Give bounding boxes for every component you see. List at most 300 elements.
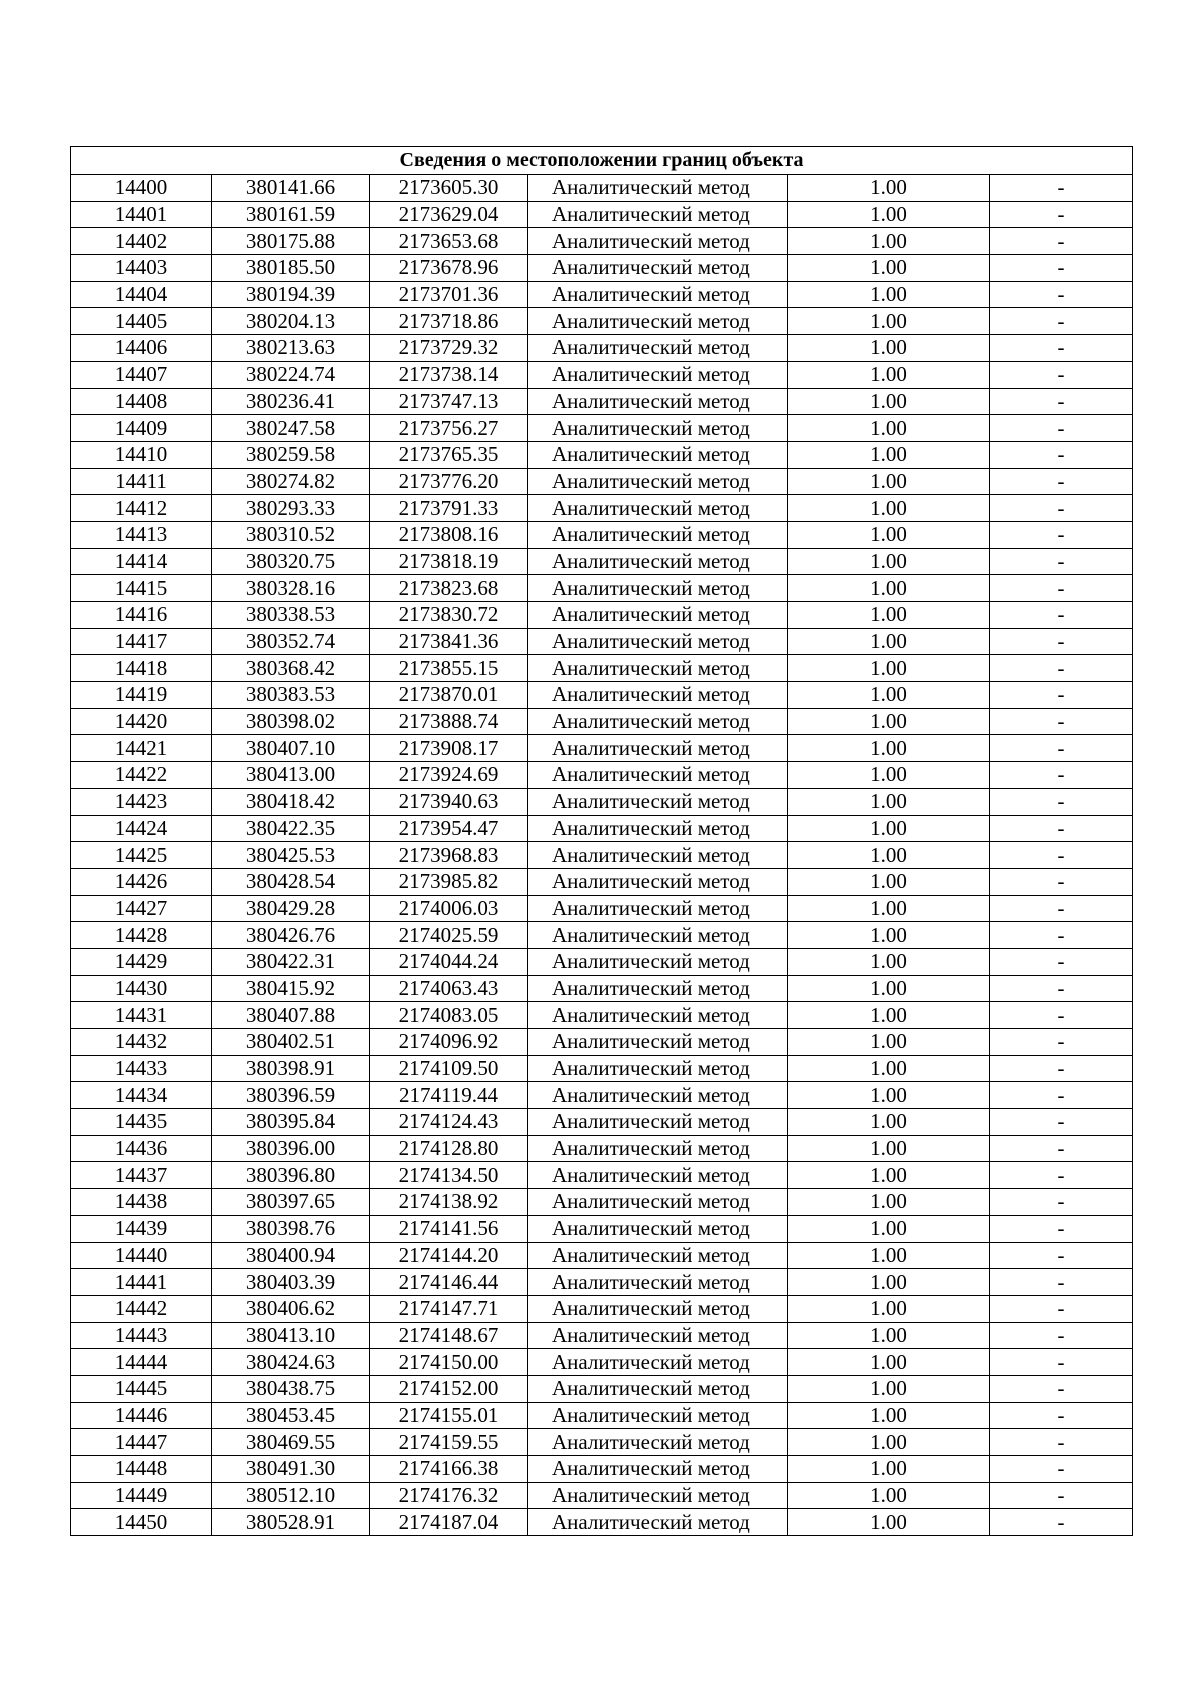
y-coordinate-cell: 2173940.63	[370, 788, 528, 815]
x-coordinate-cell: 380293.33	[212, 495, 370, 522]
description-cell: -	[990, 281, 1133, 308]
point-number-cell: 14445	[71, 1375, 212, 1402]
table-row	[71, 495, 1133, 522]
point-number-cell: 14432	[71, 1029, 212, 1056]
point-number-cell: 14407	[71, 361, 212, 388]
accuracy-cell: 1.00	[788, 788, 990, 815]
description-cell: -	[990, 1215, 1133, 1242]
x-coordinate-cell: 380368.42	[212, 655, 370, 682]
description-cell: -	[990, 201, 1133, 228]
point-number-cell: 14401	[71, 201, 212, 228]
accuracy-cell: 1.00	[788, 922, 990, 949]
table-row	[71, 735, 1133, 762]
accuracy-cell: 1.00	[788, 762, 990, 789]
description-cell: -	[990, 468, 1133, 495]
x-coordinate-cell: 380415.92	[212, 975, 370, 1002]
description-cell: -	[990, 1002, 1133, 1029]
y-coordinate-cell: 2173841.36	[370, 628, 528, 655]
y-coordinate-cell: 2174128.80	[370, 1135, 528, 1162]
method-cell: Аналитический метод	[528, 1029, 788, 1056]
method-cell: Аналитический метод	[528, 895, 788, 922]
point-number-cell: 14403	[71, 255, 212, 282]
method-cell: Аналитический метод	[528, 1269, 788, 1296]
description-cell: -	[990, 335, 1133, 362]
y-coordinate-cell: 2174152.00	[370, 1375, 528, 1402]
y-coordinate-cell: 2174134.50	[370, 1162, 528, 1189]
y-coordinate-cell: 2173629.04	[370, 201, 528, 228]
point-number-cell: 14419	[71, 682, 212, 709]
table-row	[71, 255, 1133, 282]
table-row	[71, 1002, 1133, 1029]
y-coordinate-cell: 2173765.35	[370, 441, 528, 468]
table-row	[71, 1055, 1133, 1082]
point-number-cell: 14408	[71, 388, 212, 415]
y-coordinate-cell: 2173701.36	[370, 281, 528, 308]
accuracy-cell: 1.00	[788, 628, 990, 655]
description-cell: -	[990, 575, 1133, 602]
point-number-cell: 14427	[71, 895, 212, 922]
accuracy-cell: 1.00	[788, 1135, 990, 1162]
method-cell: Аналитический метод	[528, 495, 788, 522]
accuracy-cell: 1.00	[788, 1295, 990, 1322]
point-number-cell: 14417	[71, 628, 212, 655]
method-cell: Аналитический метод	[528, 948, 788, 975]
table-row	[71, 1029, 1133, 1056]
x-coordinate-cell: 380398.76	[212, 1215, 370, 1242]
x-coordinate-cell: 380422.35	[212, 815, 370, 842]
accuracy-cell: 1.00	[788, 1349, 990, 1376]
x-coordinate-cell: 380426.76	[212, 922, 370, 949]
point-number-cell: 14426	[71, 868, 212, 895]
method-cell: Аналитический метод	[528, 628, 788, 655]
table-row	[71, 1082, 1133, 1109]
point-number-cell: 14414	[71, 548, 212, 575]
x-coordinate-cell: 380422.31	[212, 948, 370, 975]
description-cell: -	[990, 762, 1133, 789]
method-cell: Аналитический метод	[528, 1082, 788, 1109]
y-coordinate-cell: 2173855.15	[370, 655, 528, 682]
point-number-cell: 14435	[71, 1109, 212, 1136]
description-cell: -	[990, 1429, 1133, 1456]
point-number-cell: 14418	[71, 655, 212, 682]
point-number-cell: 14406	[71, 335, 212, 362]
x-coordinate-cell: 380428.54	[212, 868, 370, 895]
x-coordinate-cell: 380397.65	[212, 1189, 370, 1216]
point-number-cell: 14420	[71, 708, 212, 735]
accuracy-cell: 1.00	[788, 602, 990, 629]
method-cell: Аналитический метод	[528, 521, 788, 548]
table-row	[71, 948, 1133, 975]
description-cell: -	[990, 255, 1133, 282]
y-coordinate-cell: 2173747.13	[370, 388, 528, 415]
method-cell: Аналитический метод	[528, 1162, 788, 1189]
method-cell: Аналитический метод	[528, 441, 788, 468]
y-coordinate-cell: 2174187.04	[370, 1509, 528, 1536]
method-cell: Аналитический метод	[528, 1242, 788, 1269]
x-coordinate-cell: 380213.63	[212, 335, 370, 362]
y-coordinate-cell: 2174146.44	[370, 1269, 528, 1296]
method-cell: Аналитический метод	[528, 415, 788, 442]
y-coordinate-cell: 2173791.33	[370, 495, 528, 522]
description-cell: -	[990, 708, 1133, 735]
table-row	[71, 1162, 1133, 1189]
description-cell: -	[990, 1135, 1133, 1162]
description-cell: -	[990, 1509, 1133, 1536]
point-number-cell: 14405	[71, 308, 212, 335]
y-coordinate-cell: 2173954.47	[370, 815, 528, 842]
method-cell: Аналитический метод	[528, 175, 788, 202]
table-row	[71, 361, 1133, 388]
method-cell: Аналитический метод	[528, 1482, 788, 1509]
x-coordinate-cell: 380161.59	[212, 201, 370, 228]
table-row	[71, 228, 1133, 255]
y-coordinate-cell: 2173818.19	[370, 548, 528, 575]
method-cell: Аналитический метод	[528, 1295, 788, 1322]
method-cell: Аналитический метод	[528, 1456, 788, 1483]
method-cell: Аналитический метод	[528, 308, 788, 335]
method-cell: Аналитический метод	[528, 975, 788, 1002]
x-coordinate-cell: 380413.00	[212, 762, 370, 789]
y-coordinate-cell: 2174083.05	[370, 1002, 528, 1029]
y-coordinate-cell: 2173678.96	[370, 255, 528, 282]
table-row	[71, 1109, 1133, 1136]
y-coordinate-cell: 2173908.17	[370, 735, 528, 762]
accuracy-cell: 1.00	[788, 468, 990, 495]
accuracy-cell: 1.00	[788, 975, 990, 1002]
accuracy-cell: 1.00	[788, 1375, 990, 1402]
table-row	[71, 1509, 1133, 1536]
y-coordinate-cell: 2173985.82	[370, 868, 528, 895]
y-coordinate-cell: 2174044.24	[370, 948, 528, 975]
method-cell: Аналитический метод	[528, 468, 788, 495]
x-coordinate-cell: 380413.10	[212, 1322, 370, 1349]
description-cell: -	[990, 1242, 1133, 1269]
description-cell: -	[990, 788, 1133, 815]
point-number-cell: 14449	[71, 1482, 212, 1509]
y-coordinate-cell: 2174148.67	[370, 1322, 528, 1349]
method-cell: Аналитический метод	[528, 228, 788, 255]
description-cell: -	[990, 815, 1133, 842]
point-number-cell: 14429	[71, 948, 212, 975]
method-cell: Аналитический метод	[528, 708, 788, 735]
point-number-cell: 14438	[71, 1189, 212, 1216]
accuracy-cell: 1.00	[788, 255, 990, 282]
description-cell: -	[990, 682, 1133, 709]
accuracy-cell: 1.00	[788, 308, 990, 335]
accuracy-cell: 1.00	[788, 1162, 990, 1189]
x-coordinate-cell: 380425.53	[212, 842, 370, 869]
point-number-cell: 14440	[71, 1242, 212, 1269]
method-cell: Аналитический метод	[528, 1429, 788, 1456]
table-row	[71, 628, 1133, 655]
table-title-row	[71, 147, 1133, 175]
method-cell: Аналитический метод	[528, 1402, 788, 1429]
accuracy-cell: 1.00	[788, 201, 990, 228]
x-coordinate-cell: 380424.63	[212, 1349, 370, 1376]
point-number-cell: 14443	[71, 1322, 212, 1349]
method-cell: Аналитический метод	[528, 1322, 788, 1349]
description-cell: -	[990, 441, 1133, 468]
accuracy-cell: 1.00	[788, 1402, 990, 1429]
method-cell: Аналитический метод	[528, 735, 788, 762]
description-cell: -	[990, 868, 1133, 895]
accuracy-cell: 1.00	[788, 815, 990, 842]
description-cell: -	[990, 388, 1133, 415]
x-coordinate-cell: 380185.50	[212, 255, 370, 282]
description-cell: -	[990, 1482, 1133, 1509]
point-number-cell: 14404	[71, 281, 212, 308]
description-cell: -	[990, 1109, 1133, 1136]
y-coordinate-cell: 2174144.20	[370, 1242, 528, 1269]
description-cell: -	[990, 1055, 1133, 1082]
point-number-cell: 14450	[71, 1509, 212, 1536]
y-coordinate-cell: 2173830.72	[370, 602, 528, 629]
table-row	[71, 1375, 1133, 1402]
description-cell: -	[990, 655, 1133, 682]
table-row	[71, 335, 1133, 362]
table-row	[71, 1429, 1133, 1456]
method-cell: Аналитический метод	[528, 335, 788, 362]
point-number-cell: 14400	[71, 175, 212, 202]
method-cell: Аналитический метод	[528, 655, 788, 682]
accuracy-cell: 1.00	[788, 682, 990, 709]
accuracy-cell: 1.00	[788, 1189, 990, 1216]
y-coordinate-cell: 2174166.38	[370, 1456, 528, 1483]
accuracy-cell: 1.00	[788, 868, 990, 895]
table-row	[71, 655, 1133, 682]
accuracy-cell: 1.00	[788, 335, 990, 362]
x-coordinate-cell: 380338.53	[212, 602, 370, 629]
x-coordinate-cell: 380407.88	[212, 1002, 370, 1029]
method-cell: Аналитический метод	[528, 815, 788, 842]
point-number-cell: 14441	[71, 1269, 212, 1296]
accuracy-cell: 1.00	[788, 415, 990, 442]
y-coordinate-cell: 2173823.68	[370, 575, 528, 602]
point-number-cell: 14442	[71, 1295, 212, 1322]
description-cell: -	[990, 628, 1133, 655]
method-cell: Аналитический метод	[528, 602, 788, 629]
x-coordinate-cell: 380320.75	[212, 548, 370, 575]
table-row	[71, 388, 1133, 415]
accuracy-cell: 1.00	[788, 708, 990, 735]
table-row	[71, 281, 1133, 308]
method-cell: Аналитический метод	[528, 1135, 788, 1162]
x-coordinate-cell: 380395.84	[212, 1109, 370, 1136]
y-coordinate-cell: 2173924.69	[370, 762, 528, 789]
description-cell: -	[990, 1029, 1133, 1056]
x-coordinate-cell: 380396.59	[212, 1082, 370, 1109]
point-number-cell: 14424	[71, 815, 212, 842]
accuracy-cell: 1.00	[788, 895, 990, 922]
description-cell: -	[990, 895, 1133, 922]
x-coordinate-cell: 380328.16	[212, 575, 370, 602]
accuracy-cell: 1.00	[788, 388, 990, 415]
method-cell: Аналитический метод	[528, 1349, 788, 1376]
description-cell: -	[990, 175, 1133, 202]
point-number-cell: 14436	[71, 1135, 212, 1162]
table-row	[71, 201, 1133, 228]
description-cell: -	[990, 1295, 1133, 1322]
table-row	[71, 895, 1133, 922]
table-row	[71, 1456, 1133, 1483]
table-row	[71, 762, 1133, 789]
accuracy-cell: 1.00	[788, 1509, 990, 1536]
point-number-cell: 14444	[71, 1349, 212, 1376]
x-coordinate-cell: 380512.10	[212, 1482, 370, 1509]
y-coordinate-cell: 2173738.14	[370, 361, 528, 388]
accuracy-cell: 1.00	[788, 1109, 990, 1136]
x-coordinate-cell: 380204.13	[212, 308, 370, 335]
y-coordinate-cell: 2173756.27	[370, 415, 528, 442]
table-row	[71, 868, 1133, 895]
description-cell: -	[990, 1402, 1133, 1429]
table-row	[71, 441, 1133, 468]
x-coordinate-cell: 380528.91	[212, 1509, 370, 1536]
description-cell: -	[990, 975, 1133, 1002]
method-cell: Аналитический метод	[528, 788, 788, 815]
y-coordinate-cell: 2174176.32	[370, 1482, 528, 1509]
y-coordinate-cell: 2174147.71	[370, 1295, 528, 1322]
method-cell: Аналитический метод	[528, 1002, 788, 1029]
method-cell: Аналитический метод	[528, 682, 788, 709]
point-number-cell: 14413	[71, 521, 212, 548]
table-title: Сведения о местоположении границ объекта	[71, 147, 1133, 175]
accuracy-cell: 1.00	[788, 842, 990, 869]
y-coordinate-cell: 2173808.16	[370, 521, 528, 548]
method-cell: Аналитический метод	[528, 361, 788, 388]
accuracy-cell: 1.00	[788, 1002, 990, 1029]
table-row	[71, 1349, 1133, 1376]
table-row	[71, 468, 1133, 495]
accuracy-cell: 1.00	[788, 655, 990, 682]
accuracy-cell: 1.00	[788, 521, 990, 548]
y-coordinate-cell: 2174138.92	[370, 1189, 528, 1216]
x-coordinate-cell: 380429.28	[212, 895, 370, 922]
accuracy-cell: 1.00	[788, 1456, 990, 1483]
point-number-cell: 14431	[71, 1002, 212, 1029]
method-cell: Аналитический метод	[528, 762, 788, 789]
x-coordinate-cell: 380398.02	[212, 708, 370, 735]
accuracy-cell: 1.00	[788, 175, 990, 202]
description-cell: -	[990, 495, 1133, 522]
point-number-cell: 14437	[71, 1162, 212, 1189]
table-row	[71, 1295, 1133, 1322]
x-coordinate-cell: 380406.62	[212, 1295, 370, 1322]
x-coordinate-cell: 380352.74	[212, 628, 370, 655]
y-coordinate-cell: 2173776.20	[370, 468, 528, 495]
method-cell: Аналитический метод	[528, 575, 788, 602]
point-number-cell: 14434	[71, 1082, 212, 1109]
method-cell: Аналитический метод	[528, 1375, 788, 1402]
description-cell: -	[990, 1322, 1133, 1349]
x-coordinate-cell: 380438.75	[212, 1375, 370, 1402]
point-number-cell: 14428	[71, 922, 212, 949]
description-cell: -	[990, 735, 1133, 762]
accuracy-cell: 1.00	[788, 948, 990, 975]
method-cell: Аналитический метод	[528, 548, 788, 575]
accuracy-cell: 1.00	[788, 1242, 990, 1269]
table-row	[71, 1189, 1133, 1216]
accuracy-cell: 1.00	[788, 1322, 990, 1349]
y-coordinate-cell: 2174109.50	[370, 1055, 528, 1082]
accuracy-cell: 1.00	[788, 495, 990, 522]
table-row	[71, 1269, 1133, 1296]
point-number-cell: 14421	[71, 735, 212, 762]
method-cell: Аналитический метод	[528, 388, 788, 415]
accuracy-cell: 1.00	[788, 361, 990, 388]
x-coordinate-cell: 380403.39	[212, 1269, 370, 1296]
description-cell: -	[990, 361, 1133, 388]
description-cell: -	[990, 1162, 1133, 1189]
y-coordinate-cell: 2174006.03	[370, 895, 528, 922]
y-coordinate-cell: 2173605.30	[370, 175, 528, 202]
method-cell: Аналитический метод	[528, 1509, 788, 1536]
x-coordinate-cell: 380400.94	[212, 1242, 370, 1269]
description-cell: -	[990, 308, 1133, 335]
x-coordinate-cell: 380453.45	[212, 1402, 370, 1429]
point-number-cell: 14439	[71, 1215, 212, 1242]
accuracy-cell: 1.00	[788, 1082, 990, 1109]
description-cell: -	[990, 1375, 1133, 1402]
accuracy-cell: 1.00	[788, 228, 990, 255]
accuracy-cell: 1.00	[788, 281, 990, 308]
point-number-cell: 14416	[71, 602, 212, 629]
method-cell: Аналитический метод	[528, 1109, 788, 1136]
y-coordinate-cell: 2174096.92	[370, 1029, 528, 1056]
x-coordinate-cell: 380175.88	[212, 228, 370, 255]
x-coordinate-cell: 380491.30	[212, 1456, 370, 1483]
table-row	[71, 575, 1133, 602]
point-number-cell: 14412	[71, 495, 212, 522]
table-row	[71, 602, 1133, 629]
table-row	[71, 842, 1133, 869]
accuracy-cell: 1.00	[788, 735, 990, 762]
x-coordinate-cell: 380274.82	[212, 468, 370, 495]
method-cell: Аналитический метод	[528, 922, 788, 949]
table-row	[71, 708, 1133, 735]
description-cell: -	[990, 602, 1133, 629]
table-row	[71, 1482, 1133, 1509]
x-coordinate-cell: 380469.55	[212, 1429, 370, 1456]
x-coordinate-cell: 380407.10	[212, 735, 370, 762]
table-row	[71, 1322, 1133, 1349]
description-cell: -	[990, 1189, 1133, 1216]
accuracy-cell: 1.00	[788, 1429, 990, 1456]
y-coordinate-cell: 2174141.56	[370, 1215, 528, 1242]
point-number-cell: 14411	[71, 468, 212, 495]
x-coordinate-cell: 380396.00	[212, 1135, 370, 1162]
point-number-cell: 14430	[71, 975, 212, 1002]
description-cell: -	[990, 1349, 1133, 1376]
table-row	[71, 788, 1133, 815]
accuracy-cell: 1.00	[788, 548, 990, 575]
point-number-cell: 14446	[71, 1402, 212, 1429]
x-coordinate-cell: 380259.58	[212, 441, 370, 468]
y-coordinate-cell: 2174025.59	[370, 922, 528, 949]
x-coordinate-cell: 380141.66	[212, 175, 370, 202]
y-coordinate-cell: 2173653.68	[370, 228, 528, 255]
description-cell: -	[990, 1269, 1133, 1296]
x-coordinate-cell: 380247.58	[212, 415, 370, 442]
y-coordinate-cell: 2173718.86	[370, 308, 528, 335]
accuracy-cell: 1.00	[788, 1269, 990, 1296]
table-row	[71, 1215, 1133, 1242]
table-row	[71, 415, 1133, 442]
x-coordinate-cell: 380310.52	[212, 521, 370, 548]
table-row	[71, 1242, 1133, 1269]
y-coordinate-cell: 2173870.01	[370, 682, 528, 709]
y-coordinate-cell: 2173968.83	[370, 842, 528, 869]
